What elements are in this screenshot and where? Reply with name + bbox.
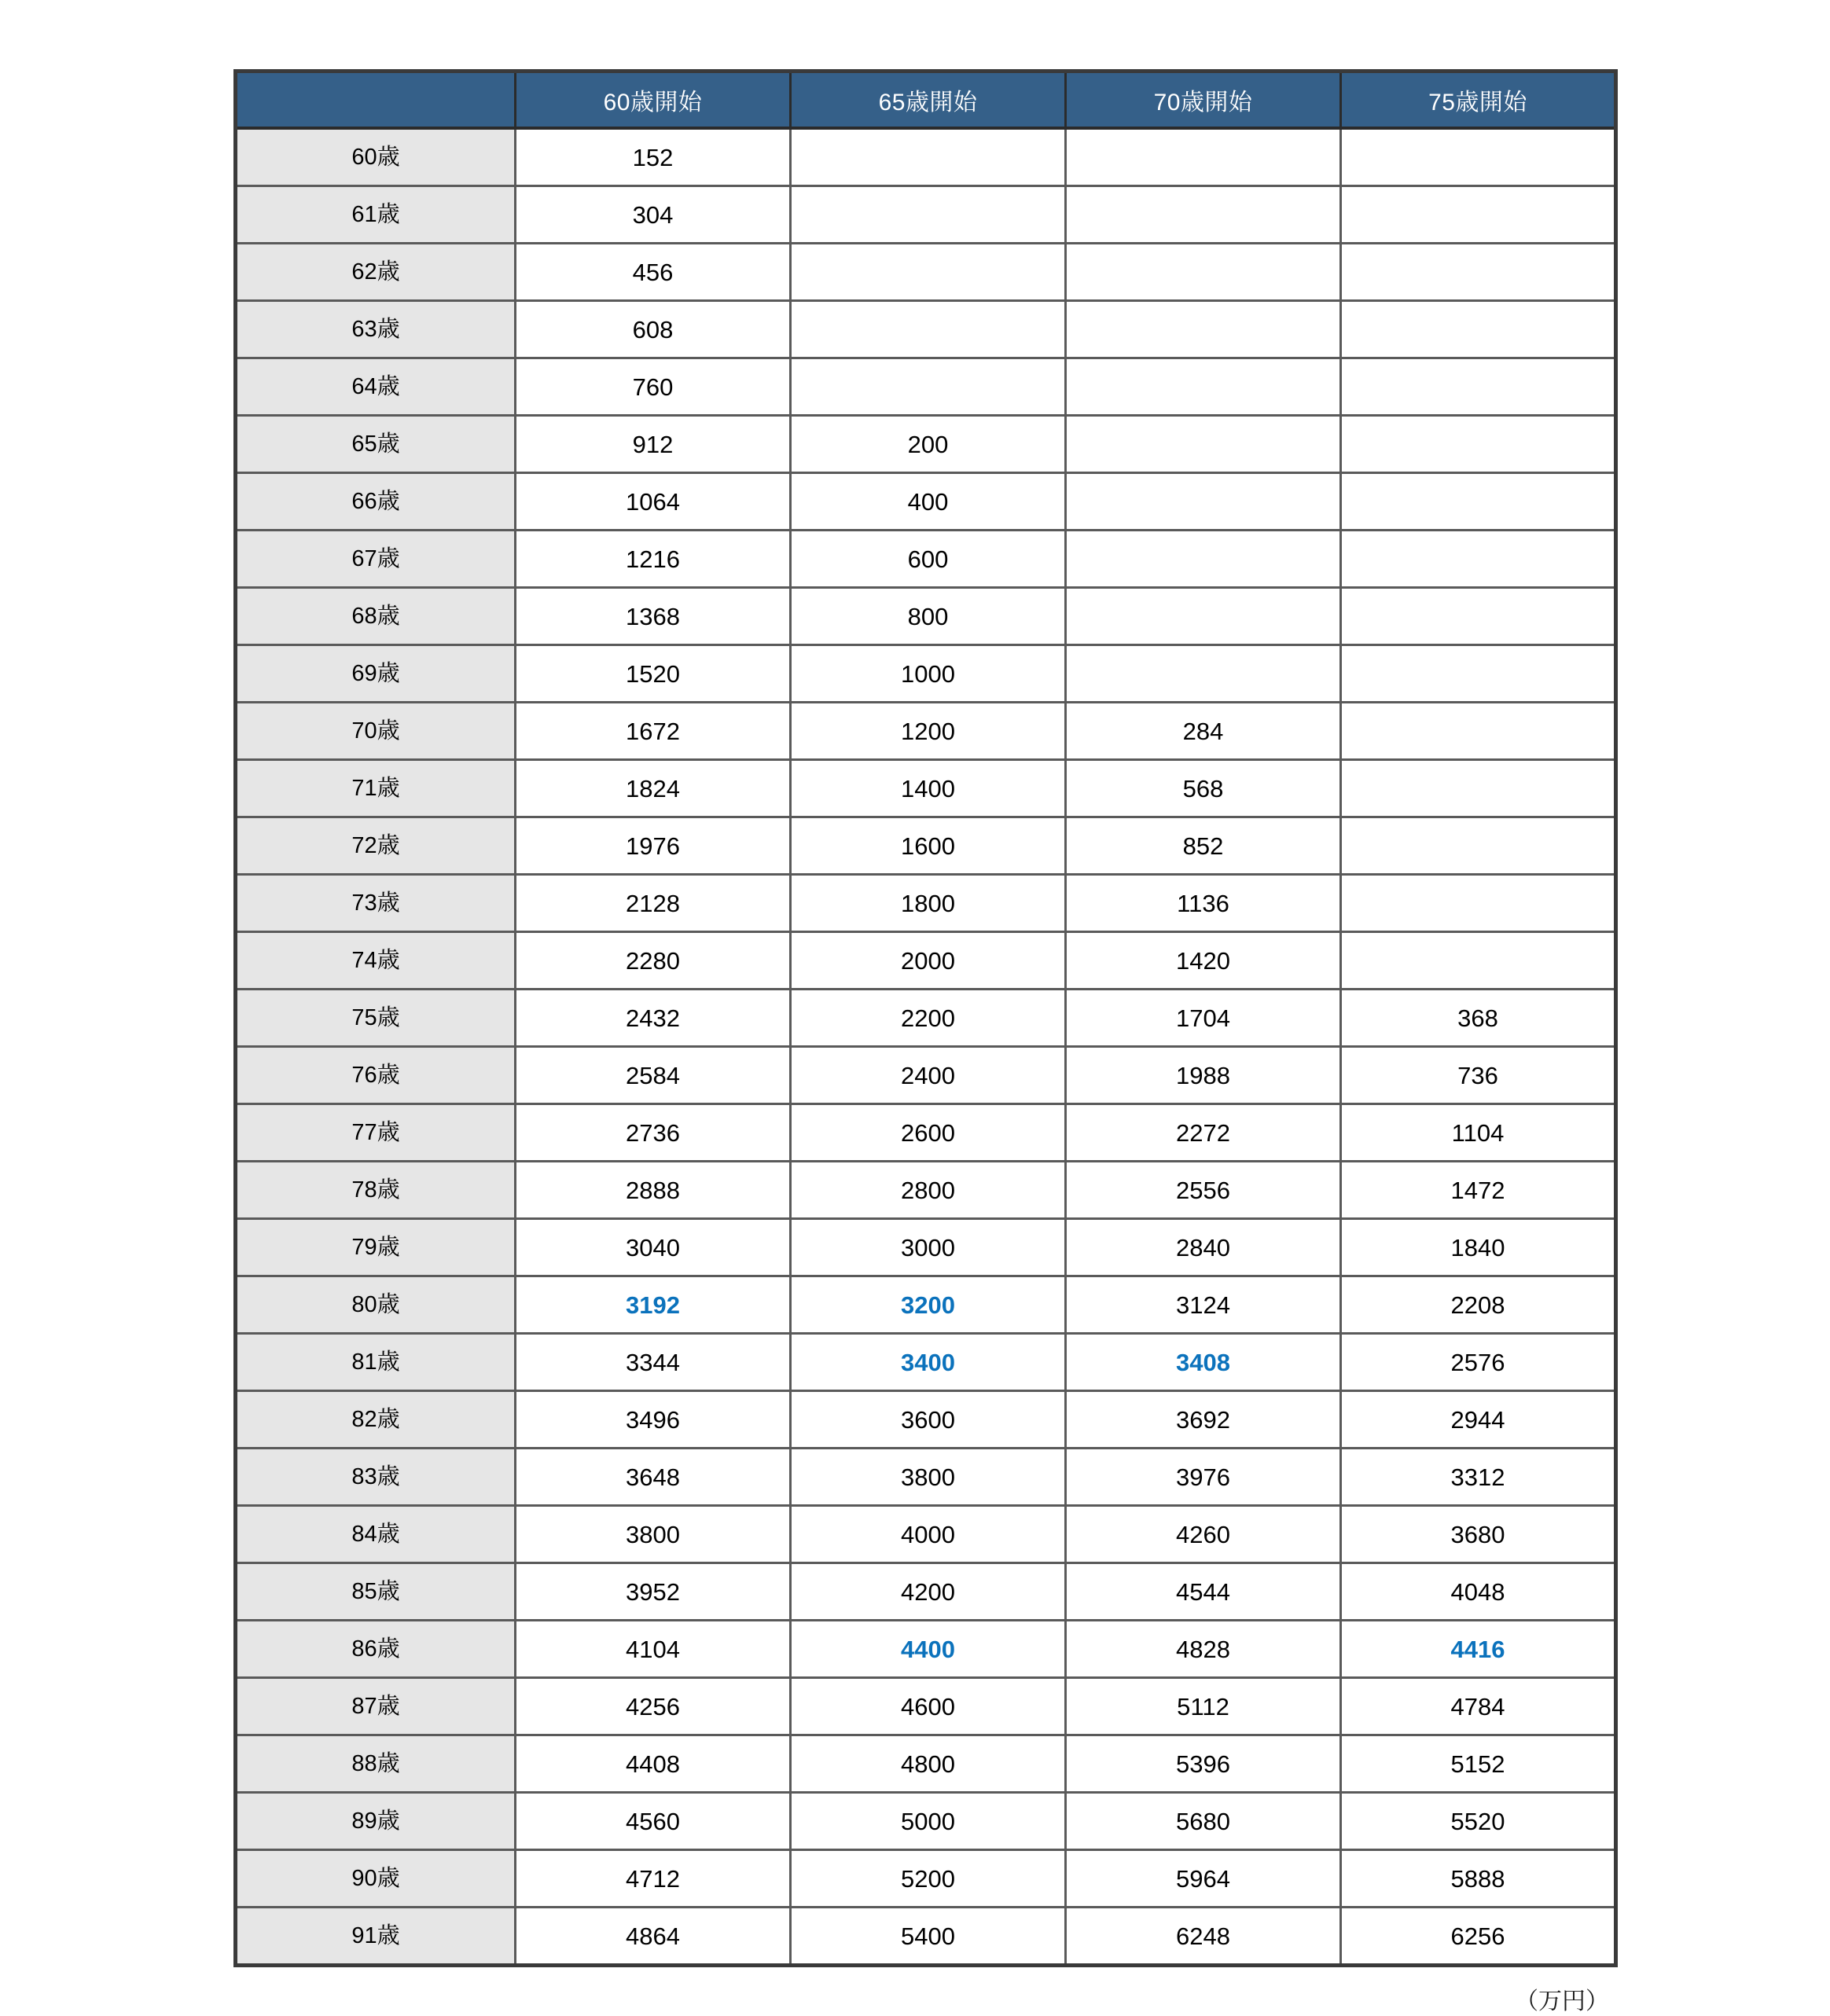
row-label-age: 80歳 — [236, 1276, 516, 1334]
table-cell: 1520 — [516, 645, 791, 703]
table-cell: 1000 — [791, 645, 1066, 703]
table-cell: 3976 — [1066, 1449, 1341, 1506]
table-row — [236, 1276, 1616, 1334]
table-cell — [1341, 186, 1616, 244]
table-row — [236, 301, 1616, 358]
table-cell: 2128 — [516, 875, 791, 932]
row-label-age: 77歳 — [236, 1104, 516, 1162]
column-header-start-70: 70歳開始 — [1066, 72, 1341, 129]
table-cell: 4828 — [1066, 1621, 1341, 1678]
table-cell: 456 — [516, 244, 791, 301]
table-cell: 2584 — [516, 1047, 791, 1104]
table-cell — [1341, 244, 1616, 301]
table-row — [236, 875, 1616, 932]
table-cell: 5396 — [1066, 1735, 1341, 1793]
table-cell: 4784 — [1341, 1678, 1616, 1735]
row-label-age: 67歳 — [236, 531, 516, 588]
table-row — [236, 1104, 1616, 1162]
table-cell: 2556 — [1066, 1162, 1341, 1219]
row-label-age: 89歳 — [236, 1793, 516, 1850]
table-cell — [1341, 817, 1616, 875]
row-label-age: 76歳 — [236, 1047, 516, 1104]
column-header-start-75: 75歳開始 — [1341, 72, 1616, 129]
row-label-age: 70歳 — [236, 703, 516, 760]
row-label-age: 91歳 — [236, 1908, 516, 1966]
table-row — [236, 1793, 1616, 1850]
table-cell — [1066, 301, 1341, 358]
table-cell: 4260 — [1066, 1506, 1341, 1563]
table-cell: 2576 — [1341, 1334, 1616, 1391]
table-cell — [1066, 645, 1341, 703]
table-cell: 5680 — [1066, 1793, 1341, 1850]
row-label-age: 81歳 — [236, 1334, 516, 1391]
table-cell: 3000 — [791, 1219, 1066, 1276]
unit-note: （万円） — [1515, 1988, 1609, 2014]
table-cell: 4416 — [1341, 1621, 1616, 1678]
table-cell: 5400 — [791, 1908, 1066, 1966]
table-body — [236, 128, 1616, 1966]
table-cell: 1976 — [516, 817, 791, 875]
table-cell: 1400 — [791, 760, 1066, 817]
table-cell — [1341, 760, 1616, 817]
table-cell: 5200 — [791, 1850, 1066, 1908]
table-cell: 3408 — [1066, 1334, 1341, 1391]
table-cell — [1341, 588, 1616, 645]
header-corner-cell — [236, 72, 516, 129]
table-cell: 2600 — [791, 1104, 1066, 1162]
table-cell: 4864 — [516, 1908, 791, 1966]
table-cell — [1341, 416, 1616, 473]
table-cell — [1066, 358, 1341, 416]
table-cell: 1200 — [791, 703, 1066, 760]
table-row — [236, 1735, 1616, 1793]
table-cell: 1104 — [1341, 1104, 1616, 1162]
table-header — [236, 72, 1616, 129]
table-cell: 3400 — [791, 1334, 1066, 1391]
table-cell: 1672 — [516, 703, 791, 760]
table-cell — [1066, 186, 1341, 244]
table-row — [236, 1162, 1616, 1219]
row-label-age: 84歳 — [236, 1506, 516, 1563]
pension-comparison-table — [233, 69, 1618, 1967]
table-row — [236, 932, 1616, 990]
row-label-age: 74歳 — [236, 932, 516, 990]
table-cell: 4256 — [516, 1678, 791, 1735]
row-label-age: 68歳 — [236, 588, 516, 645]
table-cell: 2208 — [1341, 1276, 1616, 1334]
table-cell: 2400 — [791, 1047, 1066, 1104]
table-cell: 1472 — [1341, 1162, 1616, 1219]
table-row — [236, 1563, 1616, 1621]
table-cell: 200 — [791, 416, 1066, 473]
row-label-age: 90歳 — [236, 1850, 516, 1908]
table-cell: 400 — [791, 473, 1066, 531]
table-row — [236, 244, 1616, 301]
table-row — [236, 1621, 1616, 1678]
row-label-age: 82歳 — [236, 1391, 516, 1449]
table-cell: 1420 — [1066, 932, 1341, 990]
table-cell: 1368 — [516, 588, 791, 645]
table-cell — [791, 244, 1066, 301]
table-cell: 3800 — [791, 1449, 1066, 1506]
table-cell: 4104 — [516, 1621, 791, 1678]
table-row — [236, 1908, 1616, 1966]
table-cell — [1341, 645, 1616, 703]
table-cell: 5152 — [1341, 1735, 1616, 1793]
table-cell: 1704 — [1066, 990, 1341, 1047]
table-cell: 3648 — [516, 1449, 791, 1506]
table-cell: 284 — [1066, 703, 1341, 760]
table-row — [236, 703, 1616, 760]
table-row — [236, 531, 1616, 588]
table-cell: 1988 — [1066, 1047, 1341, 1104]
table-cell: 5112 — [1066, 1678, 1341, 1735]
row-label-age: 62歳 — [236, 244, 516, 301]
table-cell: 3124 — [1066, 1276, 1341, 1334]
row-label-age: 69歳 — [236, 645, 516, 703]
row-label-age: 65歳 — [236, 416, 516, 473]
table-cell: 5520 — [1341, 1793, 1616, 1850]
row-label-age: 75歳 — [236, 990, 516, 1047]
table-cell: 1064 — [516, 473, 791, 531]
table-cell: 1216 — [516, 531, 791, 588]
table-cell: 4408 — [516, 1735, 791, 1793]
table-cell — [791, 186, 1066, 244]
table-cell: 3040 — [516, 1219, 791, 1276]
table-cell: 2944 — [1341, 1391, 1616, 1449]
table-row — [236, 186, 1616, 244]
table-cell: 1600 — [791, 817, 1066, 875]
row-label-age: 87歳 — [236, 1678, 516, 1735]
row-label-age: 64歳 — [236, 358, 516, 416]
row-label-age: 85歳 — [236, 1563, 516, 1621]
table-cell — [1066, 531, 1341, 588]
table-cell: 3600 — [791, 1391, 1066, 1449]
table-row — [236, 990, 1616, 1047]
table-row — [236, 1850, 1616, 1908]
row-label-age: 79歳 — [236, 1219, 516, 1276]
row-label-age: 73歳 — [236, 875, 516, 932]
table-row — [236, 1334, 1616, 1391]
table-row — [236, 358, 1616, 416]
table-cell: 736 — [1341, 1047, 1616, 1104]
table-row — [236, 1047, 1616, 1104]
table-cell: 368 — [1341, 990, 1616, 1047]
table-cell: 4048 — [1341, 1563, 1616, 1621]
table-cell: 4560 — [516, 1793, 791, 1850]
table-cell — [1066, 244, 1341, 301]
row-label-age: 88歳 — [236, 1735, 516, 1793]
row-label-age: 60歳 — [236, 128, 516, 186]
table-cell: 760 — [516, 358, 791, 416]
table-cell — [1341, 531, 1616, 588]
table-cell — [1341, 358, 1616, 416]
row-label-age: 72歳 — [236, 817, 516, 875]
table-cell: 6248 — [1066, 1908, 1341, 1966]
table-cell: 4800 — [791, 1735, 1066, 1793]
table-cell — [791, 301, 1066, 358]
table-cell: 4000 — [791, 1506, 1066, 1563]
table-cell: 912 — [516, 416, 791, 473]
table-cell: 852 — [1066, 817, 1341, 875]
table-cell — [1341, 301, 1616, 358]
table-cell — [1341, 932, 1616, 990]
table-row — [236, 473, 1616, 531]
column-header-start-65: 65歳開始 — [791, 72, 1066, 129]
table-row — [236, 1391, 1616, 1449]
header-row — [236, 72, 1616, 129]
table-cell: 3680 — [1341, 1506, 1616, 1563]
table-cell: 2000 — [791, 932, 1066, 990]
row-label-age: 83歳 — [236, 1449, 516, 1506]
table-cell: 3312 — [1341, 1449, 1616, 1506]
row-label-age: 63歳 — [236, 301, 516, 358]
table-cell — [791, 128, 1066, 186]
table-cell: 4544 — [1066, 1563, 1341, 1621]
table-cell: 2200 — [791, 990, 1066, 1047]
table-cell: 568 — [1066, 760, 1341, 817]
table-cell: 3692 — [1066, 1391, 1341, 1449]
table-cell: 3800 — [516, 1506, 791, 1563]
table-cell: 2840 — [1066, 1219, 1341, 1276]
table-row — [236, 1219, 1616, 1276]
table-row — [236, 760, 1616, 817]
table-cell — [1066, 128, 1341, 186]
table-cell — [1341, 128, 1616, 186]
table-cell: 1136 — [1066, 875, 1341, 932]
table-cell: 304 — [516, 186, 791, 244]
table-cell: 4400 — [791, 1621, 1066, 1678]
table-row — [236, 588, 1616, 645]
table-cell: 2432 — [516, 990, 791, 1047]
row-label-age: 61歳 — [236, 186, 516, 244]
row-label-age: 66歳 — [236, 473, 516, 531]
table-cell: 152 — [516, 128, 791, 186]
table-cell: 3496 — [516, 1391, 791, 1449]
table-cell: 3952 — [516, 1563, 791, 1621]
table-row — [236, 817, 1616, 875]
table-row — [236, 1506, 1616, 1563]
table-row — [236, 645, 1616, 703]
table-cell: 2888 — [516, 1162, 791, 1219]
table-cell: 4200 — [791, 1563, 1066, 1621]
table-row — [236, 1449, 1616, 1506]
row-label-age: 86歳 — [236, 1621, 516, 1678]
row-label-age: 78歳 — [236, 1162, 516, 1219]
table-cell: 2280 — [516, 932, 791, 990]
table-cell: 4712 — [516, 1850, 791, 1908]
table-cell — [1341, 703, 1616, 760]
table-cell: 5964 — [1066, 1850, 1341, 1908]
table-cell — [1066, 588, 1341, 645]
table-cell: 3200 — [791, 1276, 1066, 1334]
table-cell: 608 — [516, 301, 791, 358]
table-cell: 5000 — [791, 1793, 1066, 1850]
table-cell — [791, 358, 1066, 416]
table-cell — [1066, 416, 1341, 473]
column-header-start-60: 60歳開始 — [516, 72, 791, 129]
table-cell — [1341, 875, 1616, 932]
table-cell: 2736 — [516, 1104, 791, 1162]
table-row — [236, 416, 1616, 473]
table-cell: 3192 — [516, 1276, 791, 1334]
table-cell: 600 — [791, 531, 1066, 588]
row-label-age: 71歳 — [236, 760, 516, 817]
table-cell: 3344 — [516, 1334, 791, 1391]
table-cell — [1066, 473, 1341, 531]
table-cell: 2272 — [1066, 1104, 1341, 1162]
table-cell: 1840 — [1341, 1219, 1616, 1276]
table-cell: 800 — [791, 588, 1066, 645]
table-cell: 4600 — [791, 1678, 1066, 1735]
table-row — [236, 128, 1616, 186]
table-cell: 6256 — [1341, 1908, 1616, 1966]
pension-table-container — [233, 69, 1614, 2016]
table-cell: 2800 — [791, 1162, 1066, 1219]
table-cell — [1341, 473, 1616, 531]
table-cell: 5888 — [1341, 1850, 1616, 1908]
table-cell: 1800 — [791, 875, 1066, 932]
table-row — [236, 1678, 1616, 1735]
table-cell: 1824 — [516, 760, 791, 817]
